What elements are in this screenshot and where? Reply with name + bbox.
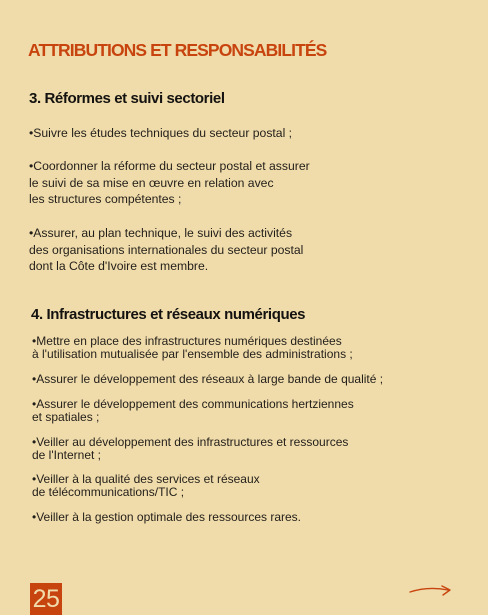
list-item-line: •Veiller au développement des infrastructures et ressources bbox=[32, 435, 349, 449]
section-heading: 4. Infrastructures et réseaux numériques bbox=[31, 306, 306, 323]
list-item-line: •Assurer le développement des communications hertziennes bbox=[32, 397, 354, 411]
page-number: 25 bbox=[30, 583, 62, 615]
list-item bbox=[32, 473, 260, 499]
list-item-line: •Suivre les études techniques du secteur postal ; bbox=[29, 126, 293, 140]
list-item-line: de télécommunications/TIC ; bbox=[32, 485, 185, 499]
list-item-line: •Mettre en place des infrastructures numériques destinées bbox=[32, 334, 342, 348]
list-item bbox=[29, 225, 303, 275]
list-item bbox=[32, 335, 353, 361]
list-item bbox=[32, 373, 383, 386]
section-heading: 3. Réformes et suivi sectoriel bbox=[29, 90, 225, 107]
list-item-line: •Assurer, au plan technique, le suivi des activités bbox=[29, 226, 293, 240]
list-item-line: et spatiales ; bbox=[32, 410, 100, 424]
list-item-line: le suivi de sa mise en œuvre en relation avec bbox=[29, 175, 274, 190]
page-title: ATTRIBUTIONS ET RESPONSABILITÉS bbox=[28, 40, 327, 60]
list-item bbox=[32, 436, 348, 462]
list-item-line: les structures compétentes ; bbox=[29, 192, 182, 206]
list-item-line: •Veiller à la qualité des services et réseaux bbox=[32, 472, 260, 486]
list-item bbox=[32, 511, 301, 524]
list-item-line: dont la Côte d'Ivoire est membre. bbox=[29, 259, 209, 273]
list-item-line: à l'utilisation mutualisée par l'ensemble des administrations ; bbox=[32, 347, 353, 361]
list-item-line: des organisations internationales du secteur postal bbox=[29, 242, 304, 257]
list-item-line: •Coordonner la réforme du secteur postal et assurer bbox=[29, 159, 310, 173]
list-item-line: •Assurer le développement des réseaux à large bande de qualité ; bbox=[32, 372, 384, 386]
list-item-line: de l'Internet ; bbox=[32, 448, 101, 462]
list-item bbox=[32, 398, 354, 424]
arrow-right-icon[interactable] bbox=[408, 580, 454, 600]
list-item bbox=[29, 125, 292, 142]
list-item-line: •Veiller à la gestion optimale des ressources rares. bbox=[32, 510, 301, 524]
list-item bbox=[29, 158, 310, 208]
